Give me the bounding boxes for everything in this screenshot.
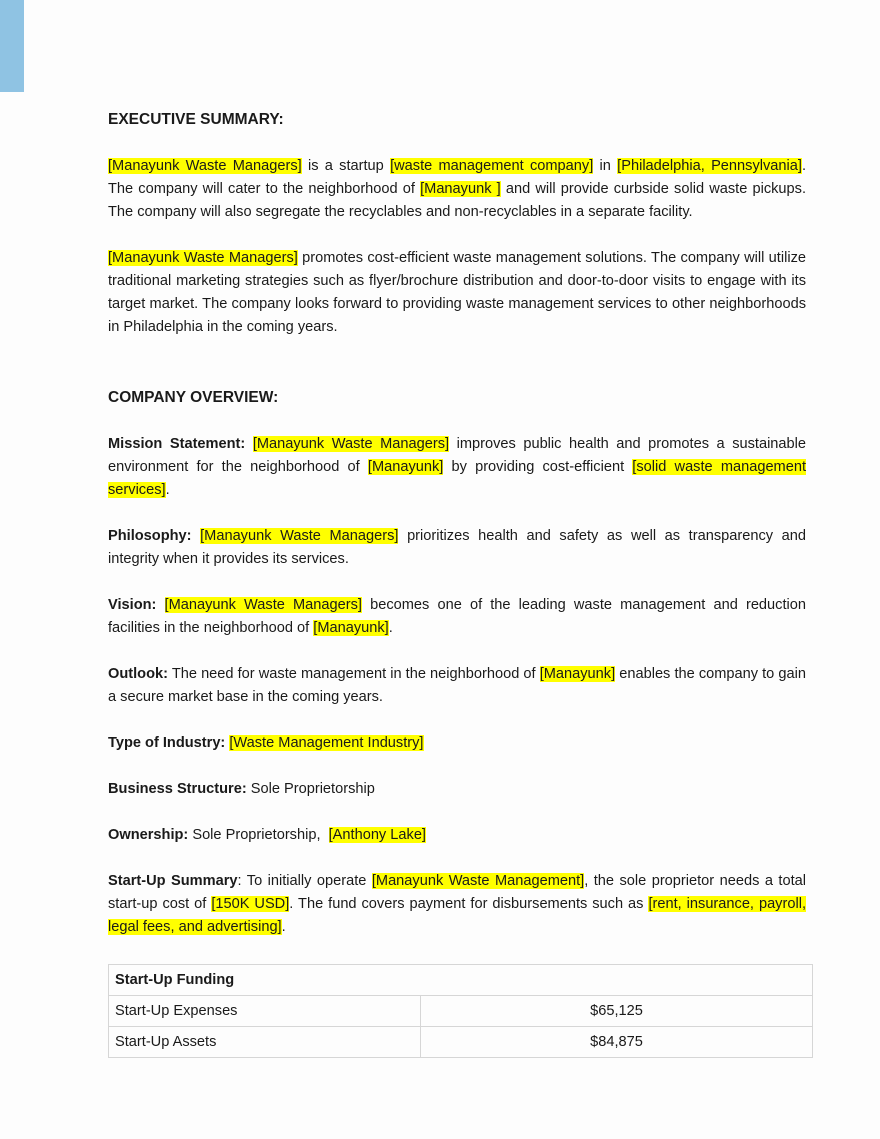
executive-summary-heading: EXECUTIVE SUMMARY: [108,111,284,128]
company-name-placeholder: [Manayunk Waste Managers] [164,597,362,613]
document-body [108,108,806,939]
location-placeholder: [Philadelphia, Pennsylvania] [617,158,802,174]
table-row [109,996,813,1027]
exec-paragraph-2: [Manayunk Waste Managers] promotes cost-efficient waste management solutions. The company will utilize traditional marketing strategies such as flyer/brochure distribution and door-to-door visits to engage with its target market. The company looks forward to providing waste management services to other neighborhoods in Philadelphia in the coming years. [108,250,806,335]
disbursements-placeholder: [rent, insurance, payroll, legal fees, and advertising] [108,896,806,935]
neighborhood-placeholder: [Manayunk ] [420,181,501,197]
table-row [109,1027,813,1058]
startup-funding-table [108,964,813,1058]
company-name-placeholder: [Manayunk Waste Managers] [200,528,399,544]
startup-summary: Start-Up Summary: To initially operate [Manayunk Waste Management], the sole proprietor needs a total start-up cost of [150K USD]. The fund covers payment for disbursements such as [rent, insurance, payroll, legal fees, and advertising]. [108,873,806,935]
row-value: $65,125 [421,996,813,1027]
owner-placeholder: [Anthony Lake] [328,827,426,843]
table-header-cell: Start-Up Funding [109,965,813,996]
exec-paragraph-1: [Manayunk Waste Managers] is a startup [waste management company] in [Philadelphia, Pennsylvania]. The company will cater to the neighborhood of [Manayunk ] and will provide curbside solid waste pickups. The company will also segregate the recyclables and non-recyclables in a separate facility. [108,158,807,220]
business-structure: Business Structure: Sole Proprietorship [108,781,375,797]
industry-placeholder: [Waste Management Industry] [229,735,424,751]
mission-statement: Mission Statement: [Manayunk Waste Managers] improves public health and promotes a sustainable environment for the neighborhood of [Manayunk] by providing cost-efficient [solid waste management services]. [108,436,807,498]
vision: Vision: [Manayunk Waste Managers] becomes one of the leading waste management and reduction facilities in the neighborhood of [Manayunk]. [108,597,806,636]
neighborhood-placeholder: [Manayunk] [313,620,389,636]
service-placeholder: [solid waste management services] [108,459,806,498]
row-label: Start-Up Assets [109,1027,421,1058]
neighborhood-placeholder: [Manayunk] [539,666,616,682]
ownership: Ownership: Sole Proprietorship, [Anthony Lake] [108,827,426,843]
type-of-industry: Type of Industry: [Waste Management Industry] [108,735,424,751]
row-value: $84,875 [421,1027,813,1058]
philosophy: Philosophy: [Manayunk Waste Managers] prioritizes health and safety as well as transparency and integrity when it provides its services. [108,528,806,567]
neighborhood-placeholder: [Manayunk] [367,459,444,475]
company-name-placeholder: [Manayunk Waste Managers] [252,436,450,452]
company-name-placeholder: [Manayunk Waste Managers] [108,158,302,174]
page-tab-marker [0,0,24,92]
company-overview-heading: COMPANY OVERVIEW: [108,389,279,406]
company-name-placeholder: [Manayunk Waste Management] [371,873,585,889]
cost-placeholder: [150K USD] [211,896,290,912]
row-label: Start-Up Expenses [109,996,421,1027]
company-name-placeholder: [Manayunk Waste Managers] [108,250,298,266]
table-header-row [109,965,813,996]
company-type-placeholder: [waste management company] [390,158,594,174]
outlook: Outlook: The need for waste management in the neighborhood of [Manayunk] enables the company to gain a secure market base in the coming years. [108,666,806,705]
